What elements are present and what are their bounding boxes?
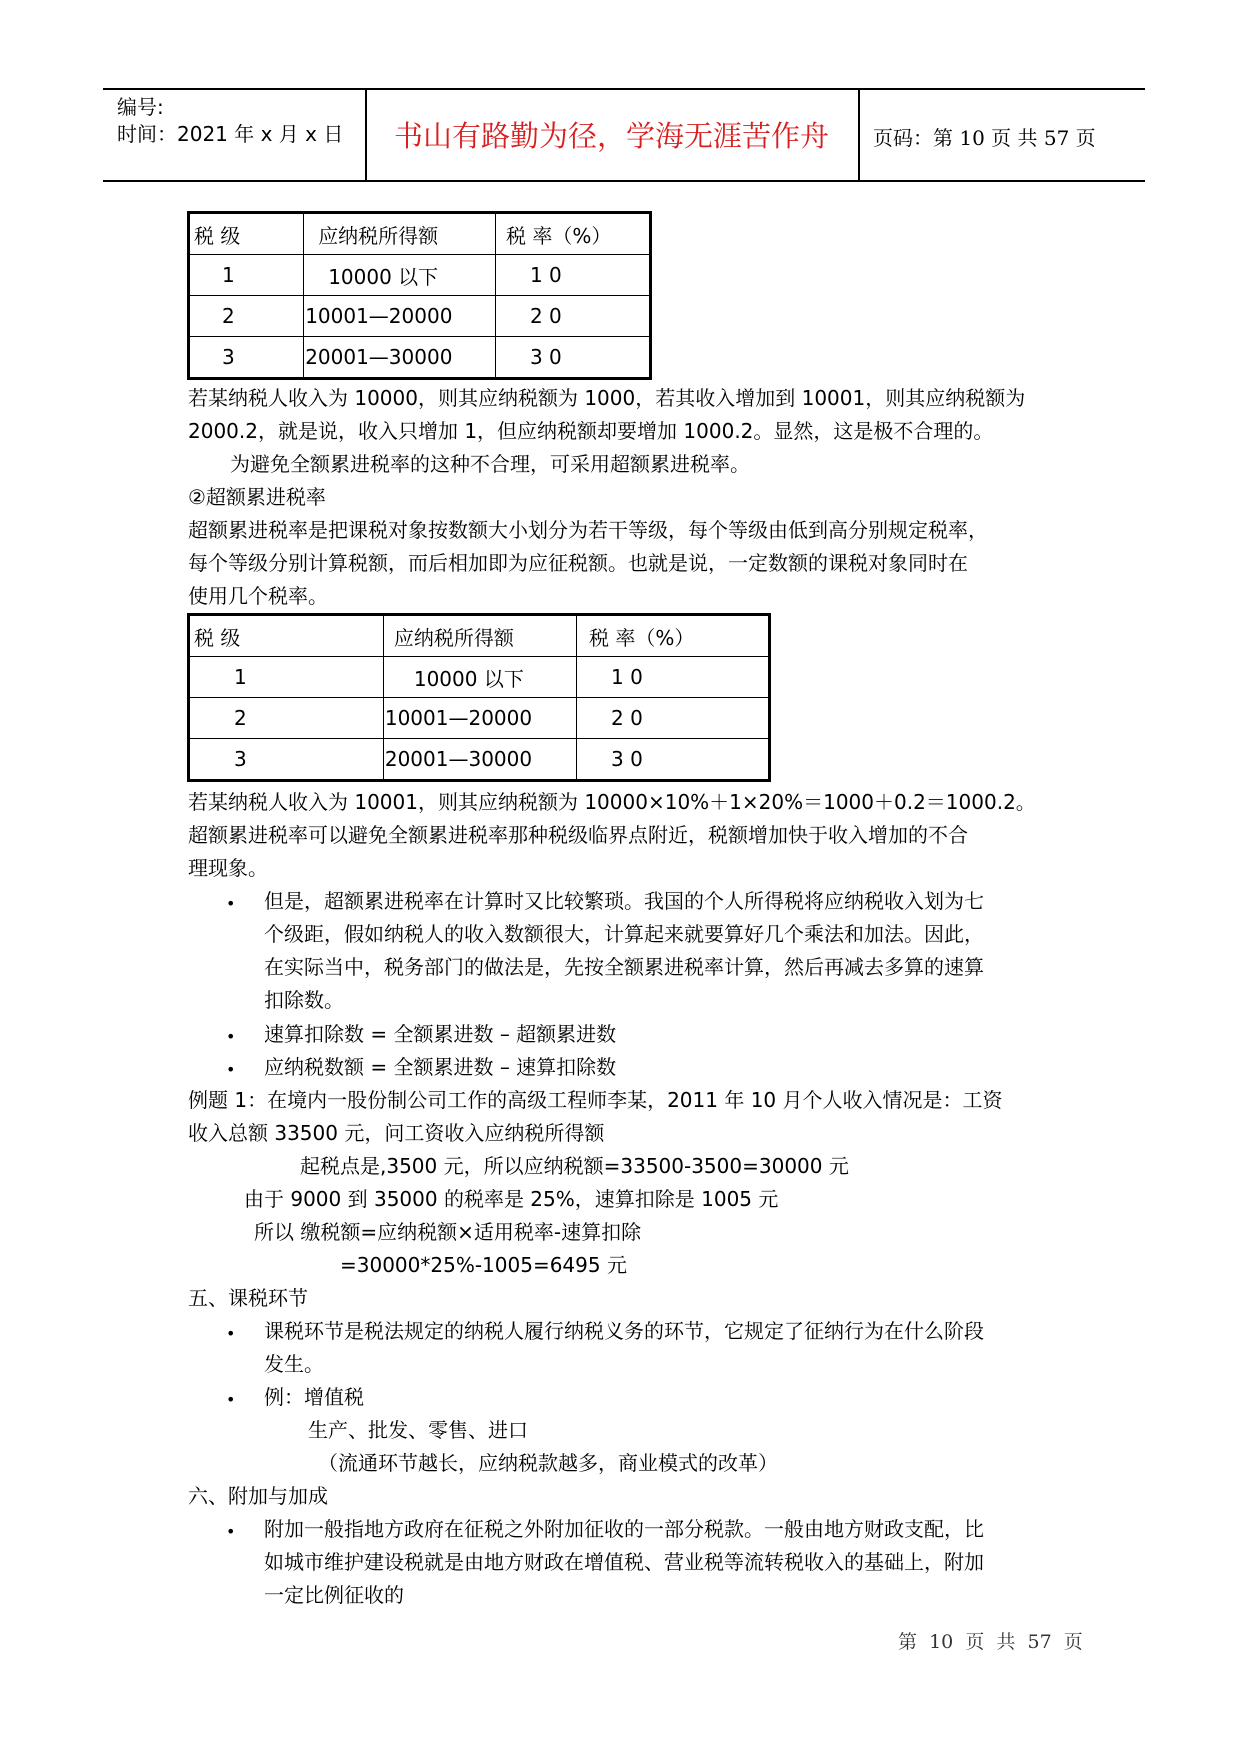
bullet-line: 发生。	[264, 1352, 324, 1376]
table-header-cell: 税 率（%）	[495, 213, 650, 255]
table-cell: 1	[189, 255, 304, 296]
table-cell: 3	[189, 739, 384, 781]
table-cell: 20001—30000	[383, 739, 576, 781]
paragraph-line: 收入总额 33500 元，问工资收入应纳税所得额	[188, 1121, 605, 1145]
paragraph-line: 超额累进税率是把课税对象按数额大小划分为若干等级，每个等级由低到高分别规定税率，	[188, 518, 988, 542]
table-cell: 10000 以下	[383, 657, 576, 698]
paragraph-line: 起税点是,3500 元，所以应纳税额=33500-3500=30000 元	[300, 1154, 849, 1178]
subsection-heading: ②超额累进税率	[188, 485, 326, 509]
table-cell: 10000 以下	[304, 255, 496, 296]
table-header-cell: 税 率（%）	[577, 615, 770, 657]
bullet-line: 如城市维护建设税就是由地方财政在增值税、营业税等流转税收入的基础上，附加	[264, 1550, 984, 1574]
table-row	[189, 255, 651, 296]
table-header-cell: 税 级	[189, 213, 304, 255]
table-header-row	[189, 615, 770, 657]
table-cell: 3	[189, 337, 304, 379]
table-header-cell: 税 级	[189, 615, 384, 657]
table-cell: 2 0	[577, 698, 770, 739]
bullet-icon: •	[226, 894, 236, 913]
table-header-row	[189, 213, 651, 255]
paragraph-line: 若某纳税人收入为 10001，则其应纳税额为 10000×10%＋1×20%＝1000＋0.2＝1000.2。	[188, 790, 1036, 814]
table-row	[189, 698, 770, 739]
paragraph-line: 若某纳税人收入为 10000，则其应纳税额为 1000，若其收入增加到 10001，则其应纳税额为	[188, 386, 1026, 410]
bullet-line: 课税环节是税法规定的纳税人履行纳税义务的环节，它规定了征纳行为在什么阶段	[264, 1319, 984, 1343]
paragraph-line: 例题 1：在境内一股份制公司工作的高级工程师李某，2011 年 10 月个人收入情况是：工资	[188, 1088, 1003, 1112]
bullet-line: 扣除数。	[264, 988, 344, 1012]
bullet-line: 附加一般指地方政府在征税之外附加征收的一部分税款。一般由地方财政支配，比	[264, 1517, 984, 1541]
page-footer: 第 10 页 共 57 页	[898, 1631, 1083, 1653]
header-page-number: 页码：第 10 页 共 57 页	[873, 126, 1096, 150]
bullet-icon: •	[226, 1324, 236, 1343]
paragraph-line: 所以 缴税额=应纳税额×适用税率-速算扣除	[254, 1220, 642, 1244]
table-cell: 10001—20000	[383, 698, 576, 739]
table-row	[189, 657, 770, 698]
table-cell: 1	[189, 657, 384, 698]
header-divider	[858, 88, 860, 182]
paragraph-line: =30000*25%-1005=6495 元	[340, 1253, 627, 1277]
bullet-icon: •	[226, 1390, 236, 1409]
paragraph-line: （流通环节越长，应纳税款越多，商业模式的改革）	[318, 1451, 778, 1475]
paragraph-line: 生产、批发、零售、进口	[308, 1418, 528, 1442]
bullet-line: 但是，超额累进税率在计算时又比较繁琐。我国的个人所得税将应纳税收入划为七	[264, 889, 984, 913]
paragraph-line: 由于 9000 到 35000 的税率是 25%，速算扣除是 1005 元	[244, 1187, 779, 1211]
paragraph-line: 每个等级分别计算税额，而后相加即为应征税额。也就是说，一定数额的课税对象同时在	[188, 551, 968, 575]
bullet-icon: •	[226, 1060, 236, 1079]
bullet-line: 应纳税数额 = 全额累进数 – 速算扣除数	[264, 1055, 617, 1079]
table-cell: 1 0	[495, 255, 650, 296]
table-cell: 2	[189, 296, 304, 337]
paragraph-line: 2000.2，就是说，收入只增加 1，但应纳税额却要增加 1000.2。显然，这是极不合理的。	[188, 419, 994, 443]
header-motto: 书山有路勤为径，学海无涯苦作舟	[393, 119, 829, 153]
tax-rate-table-2	[187, 613, 771, 782]
tax-rate-table-1	[187, 211, 652, 380]
section-heading: 五、课税环节	[188, 1286, 308, 1310]
table-cell: 10001—20000	[304, 296, 496, 337]
table-row	[189, 739, 770, 781]
bullet-line: 个级距，假如纳税人的收入数额很大，计算起来就要算好几个乘法和加法。因此，	[264, 922, 984, 946]
page-header	[103, 88, 1145, 185]
table-header-cell: 应纳税所得额	[383, 615, 576, 657]
paragraph-line: 使用几个税率。	[188, 584, 328, 608]
bullet-line: 速算扣除数 = 全额累进数 – 超额累进数	[264, 1022, 617, 1046]
paragraph-line: 理现象。	[188, 856, 268, 880]
table-cell: 1 0	[577, 657, 770, 698]
bullet-icon: •	[226, 1027, 236, 1046]
paragraph-line: 为避免全额累进税率的这种不合理，可采用超额累进税率。	[230, 452, 750, 476]
table-header-cell: 应纳税所得额	[304, 213, 496, 255]
bullet-icon: •	[226, 1522, 236, 1541]
table-cell: 3 0	[577, 739, 770, 781]
table-cell: 2	[189, 698, 384, 739]
serial-label: 编号:	[117, 95, 164, 119]
section-heading: 六、附加与加成	[188, 1484, 328, 1508]
header-bottom-rule	[103, 180, 1145, 182]
header-top-rule	[103, 88, 1145, 90]
time-label: 时间：2021 年 x 月 x 日	[117, 122, 344, 146]
bullet-line: 一定比例征收的	[264, 1583, 404, 1607]
table-row	[189, 296, 651, 337]
table-cell: 3 0	[495, 337, 650, 379]
header-meta	[117, 94, 343, 148]
table-cell: 20001—30000	[304, 337, 496, 379]
bullet-line: 在实际当中，税务部门的做法是，先按全额累进税率计算，然后再减去多算的速算	[264, 955, 984, 979]
bullet-line: 例：增值税	[264, 1385, 364, 1409]
paragraph-line: 超额累进税率可以避免全额累进税率那种税级临界点附近，税额增加快于收入增加的不合	[188, 823, 968, 847]
table-row	[189, 337, 651, 379]
table-cell: 2 0	[495, 296, 650, 337]
